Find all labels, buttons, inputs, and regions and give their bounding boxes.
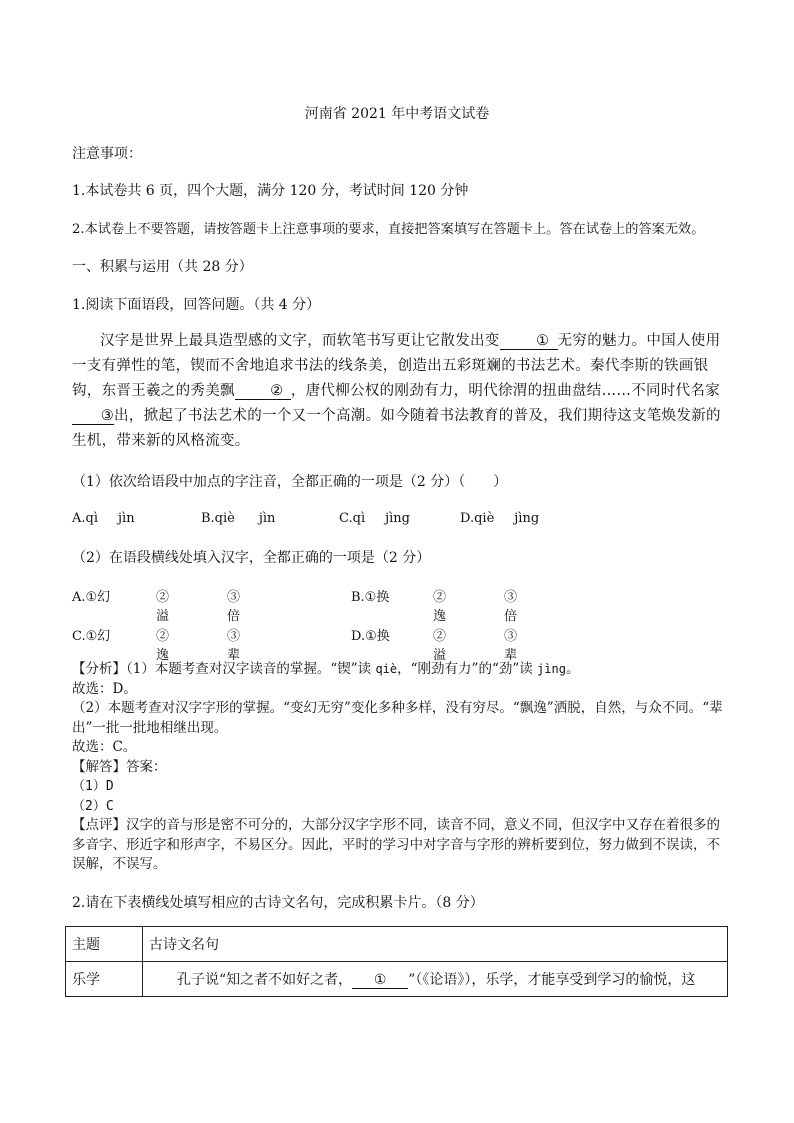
option-part: ③倍: [504, 590, 518, 624]
option-c: [339, 511, 410, 526]
table-header-cell: 主题: [66, 927, 143, 962]
passage-text: 无穷的魅力。中国人使用一支有弹性的笔，锲而不舍地追求书法的线条美，创造出五彩斑斓的书法艺术。秦代李斯的铁画银钩，东晋王羲之的秀美飘: [72, 333, 721, 399]
blank-1: ①: [500, 333, 558, 350]
analysis-line: [72, 660, 732, 680]
page-title: 河南省 2021 年中考语文试卷: [304, 106, 490, 122]
table-header-cell: 古诗文名句: [143, 927, 728, 962]
option-value: jìn: [258, 511, 276, 526]
blank-1: ①: [352, 972, 408, 989]
table-row: [66, 962, 728, 997]
table-cell-text: 孔子说“知之者不如好之者，: [177, 972, 353, 988]
option-part: ②溢: [433, 629, 447, 663]
option-b: [351, 586, 518, 624]
blank-2: ②: [235, 383, 291, 400]
passage-text: ，唐代柳公权的刚劲有力，明代徐渭的扭曲盘结……不同时代名家: [290, 383, 721, 399]
note-2: 2.本试卷上不要答题，请按答题卡上注意事项的要求，直接把答案填写在答题卡上。答在试卷上的答案无效。: [72, 222, 705, 237]
analysis-line: （2）本题考查对汉字字形的掌握。“变幻无穷”变化多种多样，没有穷尽。“飘逸”洒脱，自然，与众不同。“辈出”一批一批地相继出现。: [72, 700, 723, 736]
comment: 【点评】汉字的音与形是密不可分的，大部分汉字字形不同，读音不同，意义不同，但汉字中又存在着很多的多音字、形近字和形声字，不易区分。因此，平时的学习中对字音与字形的辨析要到位，努力做到不误读，不误解，不误写。: [72, 817, 720, 872]
reading-passage: [72, 329, 724, 454]
option-part: ②逸: [433, 590, 447, 624]
blank-3: ③: [72, 408, 114, 425]
solution-line: （2）C: [72, 798, 114, 814]
option-part: ②逸: [156, 629, 170, 663]
option-label: A.qì: [72, 511, 98, 526]
option-part: A.①幻: [72, 590, 111, 605]
question-2-prompt: 2.请在下表横线处填写相应的古诗文名句，完成积累卡片。（8 分）: [72, 895, 484, 911]
option-d: [351, 625, 518, 663]
note-1: 1.本试卷共 6 页，四个大题，满分 120 分，考试时间 120 分钟: [72, 183, 469, 199]
option-value: jìng: [385, 511, 410, 526]
option-label: B.qiè: [201, 511, 235, 526]
sub-question-2: （2）在语段横线处填入汉字，全都正确的一项是（2 分）: [72, 550, 431, 566]
table-cell-text: ”（《论语》），乐学，才能享受到学习的愉悦，这: [408, 972, 696, 988]
pinyin: qiè: [375, 662, 398, 676]
passage-text: 汉字是世界上最具造型感的文字，而软笔书写更让它散发出变: [100, 333, 500, 349]
option-d: [460, 511, 539, 526]
option-c: [72, 625, 241, 663]
option-part: ③辈: [504, 629, 518, 663]
section-heading: 一、积累与运用（共 28 分）: [72, 259, 253, 275]
analysis-text: 。: [565, 661, 580, 677]
option-label: D.qiè: [460, 511, 495, 526]
solution-heading: 【解答】答案：: [72, 758, 167, 775]
analysis-text: ，“刚劲有力”的“劲”读: [397, 661, 533, 677]
analysis-line: 故选：C。: [72, 739, 137, 755]
option-part: B.①换: [351, 590, 390, 605]
option-a: [72, 586, 241, 624]
pinyin: jìng: [537, 662, 566, 676]
table-cell: 乐学: [66, 962, 143, 997]
option-part: ③倍: [227, 590, 241, 624]
question-1-prompt: 1.阅读下面语段，回答问题。（共 4 分）: [72, 297, 321, 313]
option-a: [72, 511, 135, 526]
solution-line: （1）D: [72, 779, 114, 794]
table-header-row: [66, 927, 728, 962]
answer-analysis: [72, 660, 732, 875]
accumulation-card-table: [65, 926, 728, 997]
option-part: ②溢: [156, 590, 170, 624]
sub-question-1: （1）依次给语段中加点的字注音，全都正确的一项是（2 分）（ ）: [72, 474, 508, 490]
option-part: D.①换: [351, 629, 390, 644]
option-value: jìn: [118, 511, 135, 526]
notes-heading: 注意事项：: [72, 146, 142, 162]
option-b: [201, 511, 275, 526]
analysis-text: 【分析】（1）本题考查对汉字读音的掌握。“锲”读: [72, 661, 372, 677]
option-label: C.qì: [339, 511, 366, 526]
table-cell: [143, 962, 728, 997]
analysis-line: 故选：D。: [72, 680, 137, 697]
option-part: ③辈: [227, 629, 241, 663]
passage-text: 出，掀起了书法艺术的一个又一个高潮。如今随着书法教育的普及，我们期待这支笔焕发新的生机，带来新的风格流变。: [72, 408, 721, 449]
option-value: jìng: [514, 511, 540, 526]
option-part: C.①幻: [72, 629, 111, 644]
